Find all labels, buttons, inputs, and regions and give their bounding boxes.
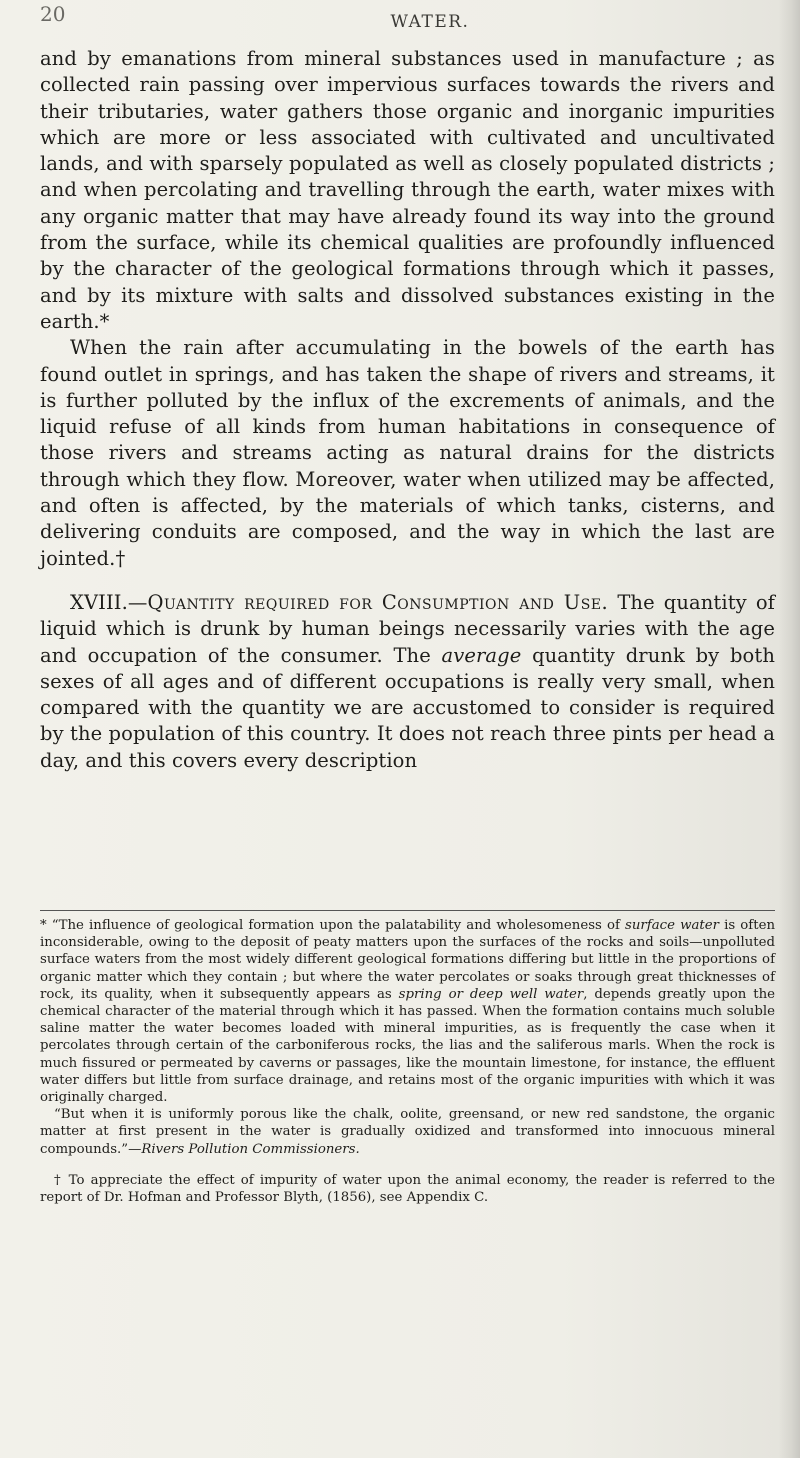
footnote-1-text-b: is often inconsiderable, owing to the deposit of peaty matters upon the surfaces of the rocks and soils—unpolluted surface waters from the most widely different geological formations differing but little in the proportions of organic matter which they contain ; but where the water percolates or soaks through great thicknesses of rock, its quality, when it subsequently appears as [40,918,776,1002]
main-text [40,46,775,774]
footnote-1-text-d: “But when it is uniformly porous like the chalk, oolite, greensand, or new red sandstone, the organic matter at first present in the water is gradually oxidized and transformed into innocuous mineral compounds.”— [40,1107,775,1157]
emphasis-average: average [441,643,522,667]
page-number: 20 [40,2,66,26]
footnote-rule [40,910,775,911]
footnote-1-emphasis-spring: spring or deep well water [398,986,584,1002]
section-number: XVIII.— [70,590,148,614]
section-text-b: quantity drunk by both sexes of all ages and of different occupations is really very small, when compared with the quantity we are accustomed to consider is required by the population of this country. It does not reach three pints per head a day, and this covers every description [40,643,775,772]
section-text-a: The quantity of liquid which is drunk by human beings necessarily varies with the age and occupation of the consumer. The [40,590,775,667]
paragraph-1: and by emanations from mineral substances used in manufacture ; as collected rain passing over impervious surfaces towards the rivers and their tributaries, water gathers those organic and inorganic impurities which are more or less associated with cultivated and uncultivated lands, and with sparsely populated as well as closely populated districts ; and when percolating and travelling through the earth, water mixes with any organic matter that may have already found its way into the ground from the surface, while its chemical qualities are profoundly influenced by the character of the geological formations through which it passes, and by its mixture with salts and dissolved substances existing in the earth.* [40,47,775,333]
page-edge-shadow [778,0,800,1458]
footnotes [40,917,775,1206]
footnote-dagger: † To appreciate the effect of impurity of water upon the animal economy, the reader is referred to the report of Dr. Hofman and Professor Blyth, (1856), see Appendix C. [40,1172,775,1206]
footnote-1-text-a: * “The influence of geological formation upon the palatability and wholesomeness of [40,918,626,933]
running-title: WATER. [390,12,470,32]
footnote-asterisk-continued [40,1106,775,1158]
paragraph-2: When the rain after accumulating in the bowels of the earth has found outlet in springs, and has taken the shape of rivers and streams, it is further polluted by the influx of the excrements of animals, and the liquid refuse of all kinds from human habitations in consequence of those rivers and streams acting as natural drains for the districts through which they flow. Moreover, water when utilized may be affected, and often is affected, by the materials of which tanks, cisterns, and delivering conduits are composed, and the way in which the last are jointed.† [40,336,775,570]
footnote-1-emphasis-surface: surface water [625,918,719,933]
section-xviii-paragraph [40,590,775,774]
footnote-asterisk [40,917,775,1106]
section-heading: Quantity required for Consumption and Use. [147,590,609,614]
footnote-1-source: Rivers Pollution Commissioners. [141,1141,360,1157]
footnote-1-text-c: , depends greatly upon the chemical character of the material through which it has passed. When the formation contains much soluble saline matter the water becomes loaded with mineral impurities, as is frequently the case when it percolates through certain of the carboniferous rocks, the lias and the saliferous marls. When the rock is much fissured or permeated by caverns or passages, like the mountain limestone, for instance, the effluent water differs but little from surface drainage, and retains most of the organic impurities with which it was originally charged. [40,986,776,1106]
